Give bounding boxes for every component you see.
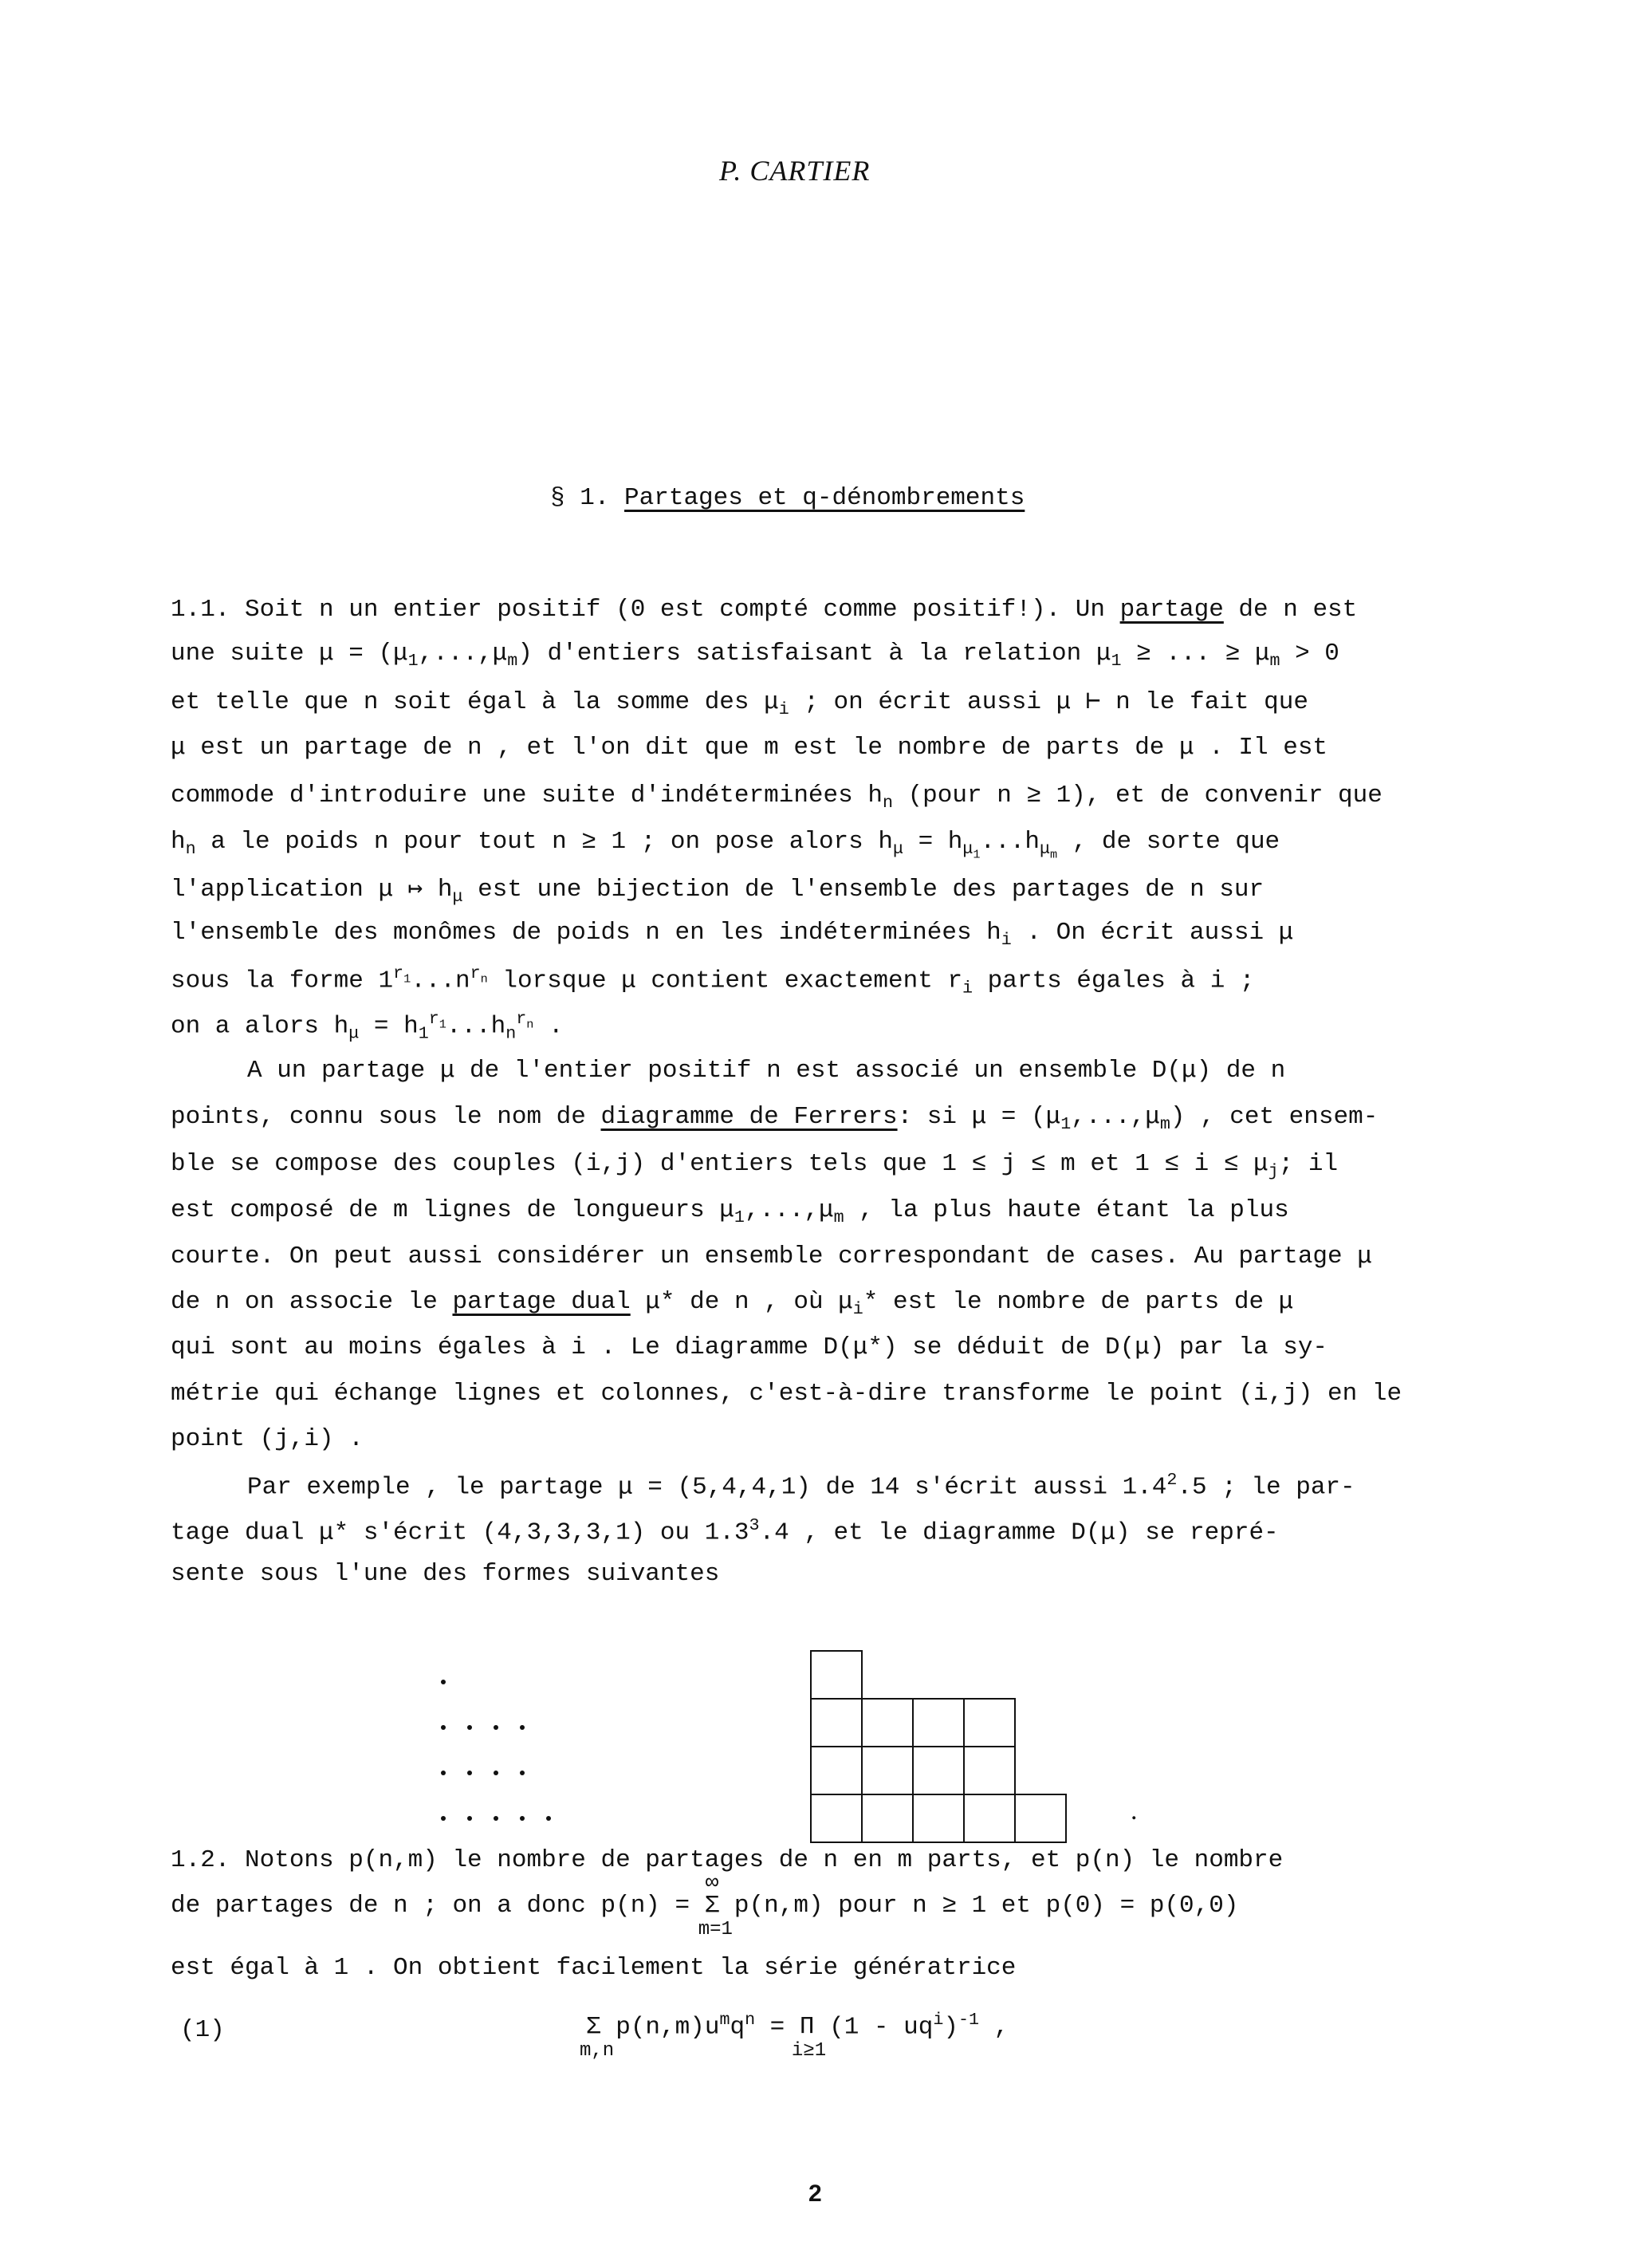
- text-line: et telle que n soit égal à la somme des $\mu_i$ ; on écrit aussi μ ⊢ n le fait que: [171, 688, 1308, 720]
- text-line: 1.2. Notons p(n,m) le nombre de partages de n en m parts, et p(n) le nombre: [171, 1846, 1284, 1874]
- page-number: 2: [808, 2180, 822, 2207]
- ferrers-dot: [441, 1680, 446, 1684]
- text-line: est composé de m lignes de longueurs $\mu_1,...,\mu_m$ , la plus haute étant la plus: [171, 1196, 1289, 1228]
- equation-label: (1): [180, 2016, 225, 2044]
- ferrers-dot: [546, 1816, 551, 1821]
- text-line: A un partage μ de l'entier positif n est associé un ensemble D(μ) de n: [247, 1057, 1286, 1085]
- ferrers-dot: [441, 1816, 446, 1821]
- text-line: $h_n$ a le poids n pour tout n ≥ 1 ; on pose alors $h_\mu = h_{\mu_1}...h_{\mu_m}$ , de sorte que: [171, 828, 1280, 862]
- ferrers-cell: [963, 1698, 1016, 1747]
- ferrers-cell: [1014, 1794, 1067, 1843]
- text-line: points, connu sous le nom de diagramme de Ferrers: si $\mu = (\mu_1,...,\mu_m)$ , cet ensem-: [171, 1103, 1379, 1135]
- text-line: sous la forme $1^{r_1}...n^{r_n}$ lorsque μ contient exactement $r_i$ parts égales à i ;: [171, 963, 1255, 999]
- text-line: tage dual μ* s'écrit (4,3,3,3,1) ou $1.3^3.4$ , et le diagramme D(μ) se repré-: [171, 1515, 1279, 1547]
- text-line: ble se compose des couples (i,j) d'entiers tels que 1 ≤ j ≤ m et $1 \le i \le \mu_j$; il: [171, 1150, 1339, 1182]
- section-number: § 1.: [550, 484, 610, 512]
- text-line: on a alors $h_\mu = h_1^{r_1}...h_n^{r_n}$ .: [171, 1009, 564, 1044]
- equation-1: Σ m,n $p(n,m)u^mq^n = \Pi$ i≥1 $(1 - uq^i)^{-1}$ ,: [580, 2010, 1009, 2062]
- ferrers-cell: [963, 1746, 1016, 1795]
- ferrers-cell: [810, 1650, 863, 1700]
- ferrers-cell: [810, 1794, 863, 1843]
- ferrers-dot: [520, 1816, 525, 1821]
- text-line: métrie qui échange lignes et colonnes, c'est-à-dire transforme le point (i,j) en le: [171, 1380, 1402, 1408]
- ferrers-dot: [494, 1725, 498, 1730]
- text-line: commode d'introduire une suite d'indéterminées $h_n$ (pour n ≥ 1), et de convenir que: [171, 782, 1383, 813]
- ferrers-dot: [467, 1816, 472, 1821]
- text-line: 1.1. Soit n un entier positif (0 est compté comme positif!). Un partage de n est: [171, 596, 1358, 624]
- ferrers-cell: [912, 1698, 965, 1747]
- text-line: de partages de n ; on a donc p(n) = ∞ Σ m=1 p(n,m) pour n ≥ 1 et p(0) = p(0,0): [171, 1871, 1239, 1940]
- ferrers-cell: [810, 1746, 863, 1795]
- ferrers-dot: [441, 1771, 446, 1775]
- ferrers-cell: [810, 1698, 863, 1747]
- diagram-trailing-mark: .: [1131, 1796, 1138, 1826]
- section-heading: [550, 484, 1025, 512]
- ferrers-dot: [494, 1771, 498, 1775]
- ferrers-dot: [494, 1816, 498, 1821]
- running-title: P. CARTIER: [719, 155, 871, 187]
- ferrers-cell: [963, 1794, 1016, 1843]
- text-line: sente sous l'une des formes suivantes: [171, 1560, 720, 1588]
- text-line: qui sont au moins égales à i . Le diagramme D(μ*) se déduit de D(μ) par la sy-: [171, 1333, 1328, 1361]
- ferrers-cell: [861, 1794, 914, 1843]
- ferrers-cell: [912, 1794, 965, 1843]
- ferrers-cell: [912, 1746, 965, 1795]
- ferrers-cell: [861, 1746, 914, 1795]
- text-line: de n on associe le partage dual μ* de n , où $\mu_i*$ est le nombre de parts de μ: [171, 1288, 1294, 1320]
- text-line: est égal à 1 . On obtient facilement la série génératrice: [171, 1954, 1017, 1982]
- section-title: Partages et q-dénombrements: [624, 484, 1025, 512]
- ferrers-dot: [467, 1725, 472, 1730]
- ferrers-dot: [520, 1725, 525, 1730]
- text-line: Par exemple , le partage μ = (5,4,4,1) de 14 s'écrit aussi $1.4^2.5$ ; le par-: [247, 1470, 1355, 1502]
- text-line: courte. On peut aussi considérer un ensemble correspondant de cases. Au partage μ: [171, 1243, 1372, 1270]
- ferrers-dot: [520, 1771, 525, 1775]
- text-line: l'ensemble des monômes de poids n en les indéterminées $h_i$ . On écrit aussi μ: [171, 919, 1294, 951]
- ferrers-cell: [861, 1698, 914, 1747]
- ferrers-dot: [467, 1771, 472, 1775]
- ferrers-dot: [441, 1725, 446, 1730]
- text-line: point (j,i) .: [171, 1425, 364, 1453]
- text-line: μ est un partage de n , et l'on dit que m est le nombre de parts de μ . Il est: [171, 734, 1328, 762]
- text-line: l'application μ ↦ $h_\mu$ est une bijection de l'ensemble des partages de n sur: [171, 876, 1265, 908]
- text-line: une suite $\mu = (\mu_1,...,\mu_m)$ d'entiers satisfaisant à la relation $\mu_1$ ≥ ... ≥ $\mu_m > 0$: [171, 640, 1339, 672]
